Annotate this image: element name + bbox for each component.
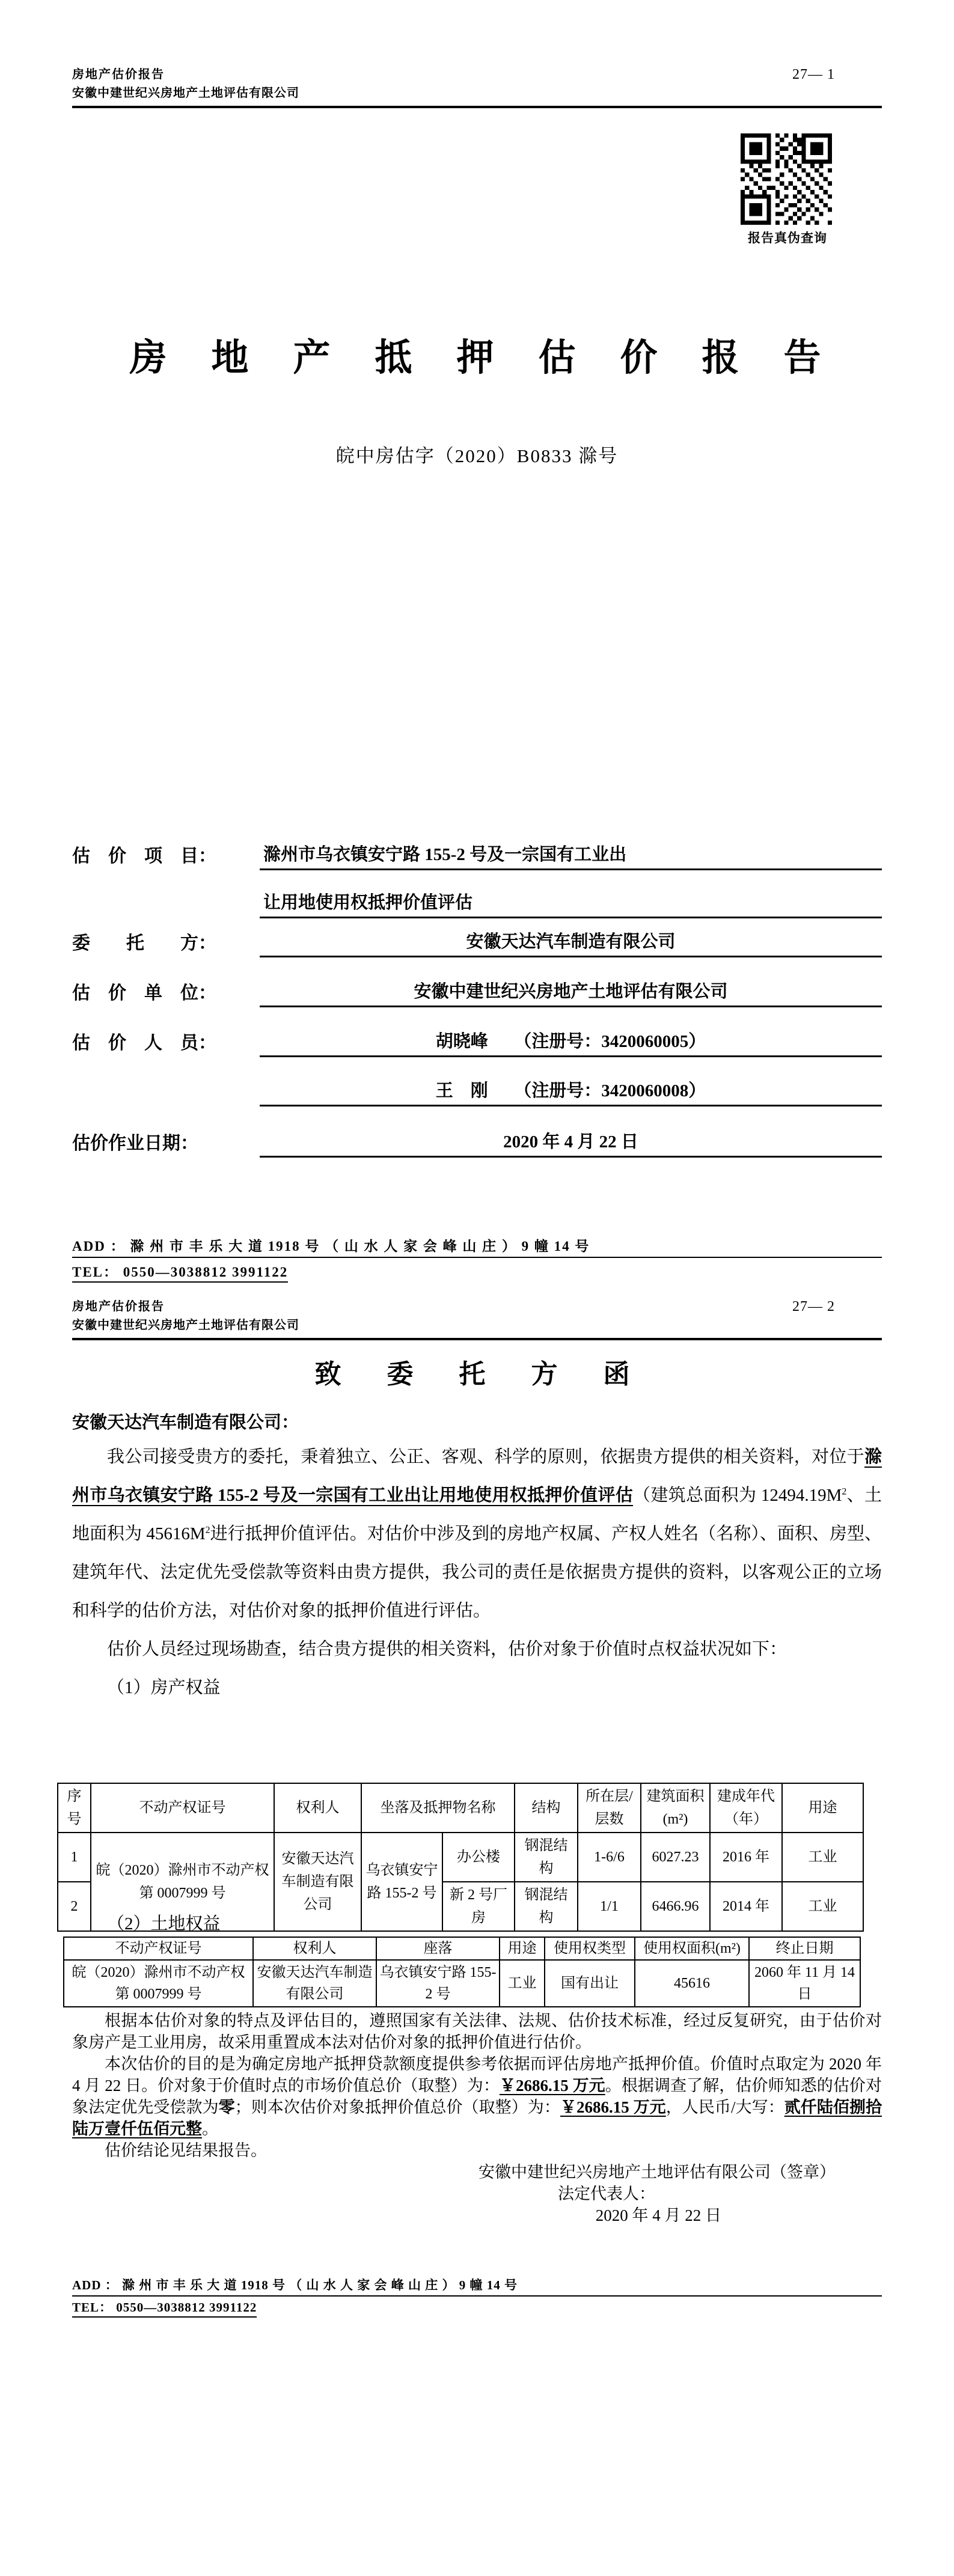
property-rights-table [57,1783,864,1932]
t1r1-name: 办公楼 [442,1833,515,1882]
p4-text-2: 。根据调查了解，估价师知悉的估价对象法定优先受偿款为 [72,2077,882,2116]
qr-caption: 报告真伪查询 [748,231,827,245]
table1-th-area: 建筑面积(m²) [641,1783,710,1833]
field-staff-row1 [72,1022,882,1057]
p1-area-text: （建筑总面积为 12494.19M [633,1486,842,1505]
footer-phone-p2: TEL： 0550—3038812 3991122 [72,2298,257,2318]
signature-date: 2020 年 4 月 22 日 [595,2206,721,2224]
page2-footer [72,2275,882,2318]
t2-cert: 皖（2020）滁州市不动产权第 0007999 号 [64,1960,253,2007]
letter-body-lower [72,2010,882,2226]
table2-th-use: 用途 [500,1937,545,1960]
p1-superscript-1: 2 [842,1486,847,1497]
field-client-value: 安徽天达汽车制造有限公司 [260,928,882,957]
p4-value-in-words: 贰仟陆佰捌拾陆万壹仟伍佰元整 [72,2098,882,2138]
field-date-row [72,1123,882,1158]
table2-header-row [64,1937,860,1960]
t1r2-structure: 钢混结构 [515,1882,578,1931]
t1-cert-cell: 皖（2020）滁州市不动产权第 0007999 号 [91,1833,274,1931]
t1r1-use: 工业 [782,1833,863,1882]
letter-body-upper [72,1438,882,1707]
page1-header-company: 安徽中建世纪兴房地产土地评估有限公司 [72,87,299,100]
t1r1-floor: 1-6/6 [578,1833,641,1882]
page1-number: 27— 1 [792,67,835,82]
p4-mortgage-value: ￥2686.15 万元 [560,2098,666,2116]
table1-th-use: 用途 [782,1783,863,1833]
p1-superscript-2: 2 [205,1525,210,1536]
p4-market-value: ￥2686.15 万元 [499,2077,605,2095]
qr-block [741,133,834,246]
field-project-label: 估 价 项 目： [72,846,216,866]
field-staff-row2 [72,1072,882,1106]
qr-code-icon [741,133,832,225]
p4-period: 。 [202,2120,218,2138]
t1r2-floor: 1/1 [578,1882,641,1931]
p4-text-4: ，人民币/大写： [665,2098,784,2116]
table2-th-type: 使用权类型 [545,1937,635,1960]
page2-header [72,1297,882,1340]
subheading-land-rights: （2）土地权益 [107,1914,221,1934]
table2-row-1 [64,1960,860,2007]
page2-number: 27— 2 [792,1299,835,1314]
letter-paragraph-4 [72,2053,882,2140]
field-project-label-spacer [72,915,260,918]
field-staff-label-spacer [72,1103,260,1106]
t1r1-year: 2016 年 [710,1833,782,1882]
letter-paragraph-5: 估价结论见结果报告。 [105,2141,267,2159]
field-project-row1 [72,835,882,870]
t1-owner-cell: 安徽天达汽车制造有限公司 [274,1833,361,1931]
table1-header-row [58,1783,863,1833]
table2-th-end-date: 终止日期 [749,1937,860,1960]
table1-th-structure: 结构 [515,1783,578,1833]
page1-header [72,65,882,108]
t1r2-year: 2014 年 [710,1882,782,1931]
table1-th-cert: 不动产权证号 [91,1783,274,1833]
p4-text-3: ；则本次估价对象抵押价值总价（取整）为： [234,2098,560,2116]
field-project-row2 [72,884,882,918]
t1-location-cell: 乌衣镇安宁路 155-2 号 [361,1833,442,1931]
field-staff1-value: 胡晓峰 （注册号：3420060005） [260,1028,882,1057]
table1-th-owner: 权利人 [274,1783,361,1833]
p1-project-name-emphasis: 滁州市乌衣镇安宁路 155-2 号及一宗国有工业出让用地使用权抵押价值评估 [72,1447,882,1505]
footer-address: ADD ： 滁 州 市 丰 乐 大 道 1918 号 （ 山 水 人 家 会 峰 山 庄 ） 9 幢 14 号 [72,1235,882,1258]
field-agency-label: 估 价 单 位： [72,983,216,1003]
t2-end-date: 2060 年 11 月 14 日 [749,1960,860,2007]
t1r2-name: 新 2 号厂房 [442,1882,515,1931]
t1r2-use: 工业 [782,1882,863,1931]
field-project-value-line2: 让用地使用权抵押价值评估 [260,889,882,918]
footer-phone: TEL： 0550—3038812 3991122 [72,1261,288,1283]
table2-th-owner: 权利人 [253,1937,376,1960]
field-staff2-value: 王 刚 （注册号：3420060008） [260,1077,882,1106]
signature-company: 安徽中建世纪兴房地产土地评估有限公司（签章） [479,2163,836,2181]
table1-th-floor: 所在层/层数 [578,1783,641,1833]
letter-paragraph-2: 估价人员经过现场勘查，结合贵方提供的相关资料，估价对象于价值时点权益状况如下： [107,1640,787,1659]
t2-owner: 安徽天达汽车制造有限公司 [253,1960,376,2007]
field-project-value-line1: 滁州市乌衣镇安宁路 155-2 号及一宗国有工业出 [260,841,882,870]
field-date-value: 2020 年 4 月 22 日 [260,1128,882,1158]
letter-salutation: 安徽天达汽车制造有限公司： [72,1413,299,1432]
footer-address-p2: ADD ： 滁 州 市 丰 乐 大 道 1918 号 （ 山 水 人 家 会 峰 山 庄 ） 9 幢 14 号 [72,2275,882,2297]
t1r1-area: 6027.23 [641,1833,710,1882]
t2-area: 45616 [635,1960,749,2007]
letter-paragraph-3: 根据本估价对象的特点及评估目的，遵照国家有关法律、法规、估价技术标准，经过反复研究，由于估价对象房产是工业用房，故采用重置成本法对估价对象的抵押价值进行估价。 [72,2012,882,2051]
p4-text: 本次估价的目的是为确定房地产抵押贷款额度提供参考依据而评估房地产抵押价值。价值时点取定为 2020 年 4 月 22 日。价对象于价值时点的市场价值总价（取整）为： [72,2055,882,2095]
page1-footer [72,1235,882,1283]
table2-th-cert: 不动产权证号 [64,1937,253,1960]
p4-zero-emphasis: 零 [218,2098,235,2116]
table1-th-seq: 序号 [58,1783,91,1833]
t1r2-seq: 2 [58,1882,91,1931]
page2-header-company: 安徽中建世纪兴房地产土地评估有限公司 [72,1319,299,1332]
report-main-title: 房 地 产 抵 押 估 价 报 告 [129,338,825,379]
t1r1-structure: 钢混结构 [515,1833,578,1882]
t1r2-area: 6466.96 [641,1882,710,1931]
p1-tail-text: 进行抵押价值评估。对估价中涉及到的房地产权属、产权人姓名（名称）、面积、房型、建筑年代、法定优先受偿款等资料由贵方提供，我公司的责任是依据贵方提供的资料，以客观公正的立场和科学的估价方法，对估价对象的抵押价值进行评估。 [72,1524,882,1620]
page2-header-report-type: 房地产估价报告 [72,1300,165,1313]
table2-th-area: 使用权面积(m²) [635,1937,749,1960]
table1-row-1 [58,1833,863,1882]
letter-title: 致 委 托 方 函 [314,1360,640,1389]
t2-type: 国有出让 [545,1960,635,2007]
field-staff-label: 估 价 人 员： [72,1033,216,1053]
t2-use: 工业 [500,1960,545,2007]
table1-th-location: 坐落及抵押物名称 [361,1783,515,1833]
field-client-row [72,923,882,957]
subheading-property-rights: （1）房产权益 [107,1678,221,1697]
page1-header-report-type: 房地产估价报告 [72,68,165,81]
table2-th-location: 座落 [376,1937,500,1960]
field-agency-row [72,972,882,1007]
report-doc-number: 皖中房估字（2020）B0833 滁号 [335,445,619,466]
field-agency-value: 安徽中建世纪兴房地产土地评估有限公司 [260,978,882,1007]
table1-th-year: 建成年代（年） [710,1783,782,1833]
t2-location: 乌衣镇安宁路 155-2 号 [376,1960,500,2007]
signature-legal-representative: 法定代表人： [558,2185,655,2203]
field-date-label: 估价作业日期： [72,1134,198,1153]
p1-land-text: 、土地面积为 45616M [72,1486,882,1543]
field-client-label: 委 托 方： [72,933,216,953]
letter-paragraph-1 [72,1438,882,1630]
p1-text: 我公司接受贵方的委托，秉着独立、公正、客观、科学的原则，依据贵方提供的相关资料，对位于 [107,1447,864,1467]
t1r1-seq: 1 [58,1833,91,1882]
land-rights-table [63,1937,861,2007]
